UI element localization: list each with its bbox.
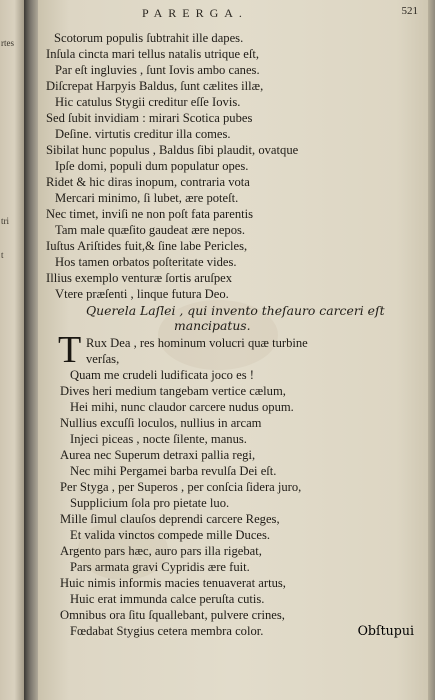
page-number: 521 [401, 5, 418, 17]
verse-line: Hos tamen orbatos poſteritate vides. [55, 255, 237, 269]
verse-line: Quam me crudeli ludificata joco es ! [70, 368, 254, 382]
verse-line: Par eſt ingluvies , ſunt Iovis ambo canes. [55, 63, 260, 77]
catchword: Obſtupui [357, 623, 414, 638]
verse-line: Argento pars hæc, auro pars illa rigebat, [60, 544, 262, 558]
left-page-fragment: tri [1, 216, 9, 226]
verse-line: Iuſtus Ariſtides fuit,& ſine labe Pericles, [46, 239, 248, 253]
running-title: PARERGA. [142, 6, 248, 20]
verse-line: Supplicium ſola pro pietate luo. [70, 496, 230, 510]
verse-line: Mercari minimo, ſi lubet, ære poteſt. [55, 191, 239, 205]
verse-line: Scotorum populis ſubtrahit ille dapes. [54, 31, 244, 45]
verse-line: Inſula cincta mari tellus natalis utrique eſt, [46, 47, 259, 61]
verse-line: Mille ſimul clauſos deprendi carcere Reges, [60, 512, 280, 526]
page-header [38, 4, 428, 24]
verse-line: Illius exemplo venturæ ſortis aruſpex [46, 271, 233, 285]
section-heading: Querela Laſlei , qui invento theſauro carceri eſt [86, 303, 385, 318]
verse-line: Ridet & hic diras inopum, contraria vota [46, 175, 250, 189]
verse-line: Rux Dea , res hominum volucri quæ turbine [86, 336, 308, 350]
verse-line: Huic erat immunda calce peruſta cutis. [70, 592, 265, 606]
verse-line: Dives heri medium tangebam vertice cælum, [60, 384, 286, 398]
verse-line: Sibilat hunc populus , Baldus ſibi plaudit, ovatque [46, 143, 299, 157]
verse-line: Tam male quæſito gaudeat ære nepos. [55, 223, 246, 237]
verse-line: Omnibus ora ſitu ſquallebant, pulvere crines, [60, 608, 285, 622]
verse-line: Diſcrepat Harpyis Baldus, ſunt cælites illæ, [46, 79, 264, 93]
book-page [38, 0, 428, 700]
verse-line: Aurea nec Superum detraxi pallia regi, [60, 448, 256, 462]
left-page-edge [0, 0, 24, 700]
verse-line: Nec mihi Pergamei barba revulſa Dei eſt. [70, 464, 277, 478]
verse-line: Sed ſubit invidiam : mirari Scotica pubes [46, 111, 253, 125]
verse-line: Nullius excuſſi loculos, nullius in arcam [60, 416, 262, 430]
verse-line: Hei mihi, nunc claudor carcere nudus opum. [70, 400, 294, 414]
verse-line: Nec timet, inviſi ne non poſt fata parentis [46, 207, 254, 221]
verse-line: Huic nimis informis macies tenuaverat artus, [60, 576, 286, 590]
section-heading-continued: mancipatus. [174, 318, 251, 333]
verse-line: Hic catulus Stygii creditur eſſe Iovis. [55, 95, 241, 109]
verse-line: Injeci piceas , nocte ſilente, manus. [70, 432, 247, 446]
verse-line: Ipſe domi, populi dum populatur opes. [55, 159, 249, 173]
verse-line: Deſine. virtutis creditur illa comes. [55, 127, 231, 141]
left-page-fragment: t [1, 250, 4, 260]
verse-line: Per Styga , per Superos , per conſcia ſidera juro, [60, 480, 302, 494]
verse-line: Pars armata gravi Cypridis ære fuit. [70, 560, 250, 574]
verse-line: Vtere præſenti , linque futura Deo. [55, 287, 229, 301]
page-edge-shadow [428, 0, 435, 700]
verse-line: Et valida vinctos compede mille Duces. [70, 528, 271, 542]
drop-cap: T [58, 329, 82, 371]
verse-line: verſas, [86, 352, 120, 366]
left-page-fragment: rtes [1, 38, 14, 48]
verse-line: Fœdabat Stygius cetera membra color. [70, 624, 264, 638]
